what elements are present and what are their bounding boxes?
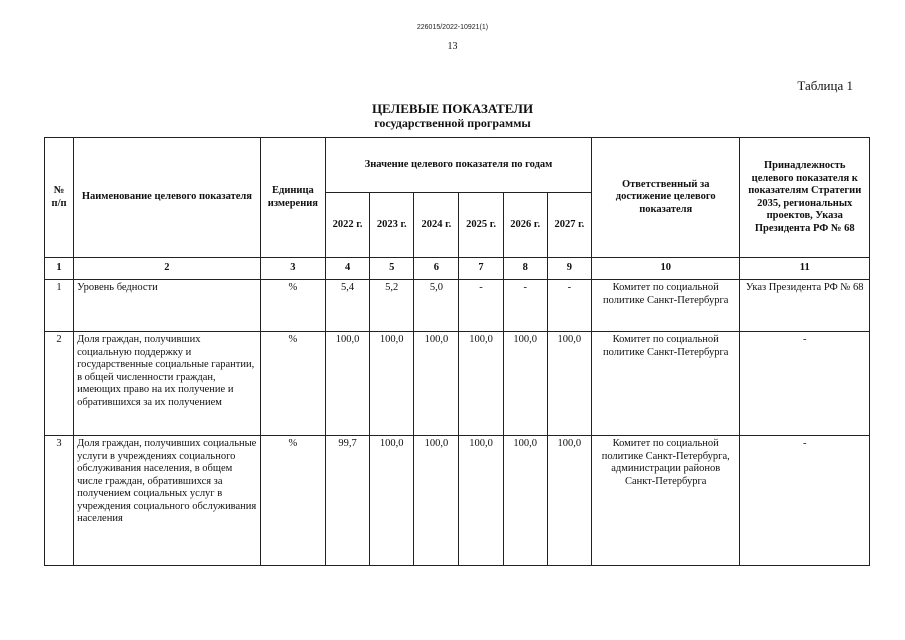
- header-belonging: Принадлежность целевого показателя к показателям Стратегии 2035, региональных проектов, Указа Президента РФ № 68: [740, 138, 870, 258]
- row-value: 100,0: [326, 332, 370, 436]
- row-value: -: [459, 280, 503, 332]
- row-num: 2: [45, 332, 74, 436]
- row-value: 99,7: [326, 436, 370, 566]
- header-year: 2023 г.: [370, 193, 414, 258]
- header-name: Наименование целевого показателя: [74, 138, 261, 258]
- header-year: 2025 г.: [459, 193, 503, 258]
- table-row: [45, 280, 870, 332]
- row-name: Доля граждан, получивших социальные услуги в учреждениях социального обслуживания населения, в общем числе граждан, обратившихся за получением социальных услуг в учреждения социального обслуживания населения: [74, 436, 261, 566]
- page-number: 13: [447, 41, 458, 52]
- row-unit: %: [260, 436, 325, 566]
- row-value: 100,0: [370, 436, 414, 566]
- row-belonging: Указ Президента РФ № 68: [740, 280, 870, 332]
- table-row: [45, 436, 870, 566]
- row-value: -: [503, 280, 547, 332]
- header-year: 2024 г.: [414, 193, 459, 258]
- table-label: Таблица 1: [797, 78, 853, 93]
- row-value: 100,0: [414, 436, 459, 566]
- column-number: 4: [326, 258, 370, 280]
- column-number: 6: [414, 258, 459, 280]
- row-value: 100,0: [370, 332, 414, 436]
- row-value: 100,0: [547, 436, 591, 566]
- row-value: 100,0: [503, 332, 547, 436]
- row-value: 100,0: [459, 436, 503, 566]
- row-belonging: -: [740, 332, 870, 436]
- column-number: 9: [547, 258, 591, 280]
- table-row: [45, 332, 870, 436]
- row-num: 1: [45, 280, 74, 332]
- document-title: ЦЕЛЕВЫЕ ПОКАЗАТЕЛИ: [371, 101, 534, 116]
- column-number: 11: [740, 258, 870, 280]
- header-unit: Единица измерения: [260, 138, 325, 258]
- column-number: 8: [503, 258, 547, 280]
- header-values-group: Значение целевого показателя по годам: [326, 138, 592, 193]
- column-number: 10: [591, 258, 740, 280]
- column-number: 1: [45, 258, 74, 280]
- row-belonging: -: [740, 436, 870, 566]
- row-value: -: [547, 280, 591, 332]
- row-responsible: Комитет по социальной политике Санкт-Петербурга: [591, 332, 740, 436]
- column-number: 7: [459, 258, 503, 280]
- row-value: 100,0: [547, 332, 591, 436]
- column-number: 3: [260, 258, 325, 280]
- column-number: 2: [74, 258, 261, 280]
- row-responsible: Комитет по социальной политике Санкт-Петербурга: [591, 280, 740, 332]
- header-num: № п/п: [45, 138, 74, 258]
- row-responsible: Комитет по социальной политике Санкт-Петербурга, администрации районов Санкт-Петербурга: [591, 436, 740, 566]
- row-value: 100,0: [414, 332, 459, 436]
- row-value: 5,2: [370, 280, 414, 332]
- row-value: 100,0: [503, 436, 547, 566]
- row-num: 3: [45, 436, 74, 566]
- row-value: 5,0: [414, 280, 459, 332]
- document-id: 226015/2022-10921(1): [416, 24, 489, 31]
- row-unit: %: [260, 280, 325, 332]
- document-subtitle: государственной программы: [374, 116, 531, 130]
- row-name: Уровень бедности: [74, 280, 261, 332]
- header-year: 2026 г.: [503, 193, 547, 258]
- header-year: 2022 г.: [326, 193, 370, 258]
- row-value: 100,0: [459, 332, 503, 436]
- column-number: 5: [370, 258, 414, 280]
- row-value: 5,4: [326, 280, 370, 332]
- targets-table: [44, 137, 870, 566]
- header-responsible: Ответственный за достижение целевого показателя: [591, 138, 740, 258]
- row-unit: %: [260, 332, 325, 436]
- row-name: Доля граждан, получивших социальную поддержку и государственные социальные гарантии, в общей численности граждан, имеющих право на их получение и обратившихся за их получением: [74, 332, 261, 436]
- column-number-row: [45, 258, 870, 280]
- header-year: 2027 г.: [547, 193, 591, 258]
